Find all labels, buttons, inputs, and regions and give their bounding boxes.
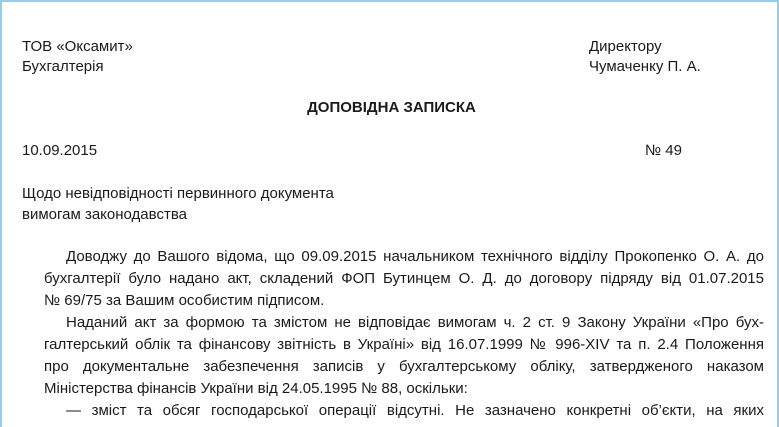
document-body <box>22 246 764 422</box>
document-date: 10.09.2015 <box>22 142 98 159</box>
paragraph-line: Доводжу до Вашого відома, що 09.09.2015 начальником технічного відділу Прокопенко О. А. до <box>66 248 764 265</box>
paragraph <box>22 312 764 400</box>
recipient-position: Директору <box>589 38 662 55</box>
paragraph-line: — зміст та обсяг господарської операції відсутні. Не зазначено конкретні об’єкти, на яких <box>66 402 764 419</box>
subject-line-2: вимогам законодавства <box>22 206 187 223</box>
department-name: Бухгалтерія <box>22 58 104 75</box>
paragraph-line: Міністерства фінансів України від 24.05.1995 № 88, оскільки: <box>44 380 468 397</box>
paragraph <box>22 246 764 312</box>
subject-line-1: Щодо невідповідності первинного документа <box>22 185 334 202</box>
paragraph-line: про документальне забезпечення записів у бухгалтерському обліку, затвердженого наказом <box>44 358 764 375</box>
document-number: № 49 <box>645 142 682 159</box>
paragraph-line: галтерський облік та фінансову звітність в Україні» від 16.07.1999 № 996-XIV та п. 2.4 Положення <box>44 336 764 353</box>
document-title: ДОПОВІДНА ЗАПИСКА <box>307 99 476 116</box>
paragraph <box>22 400 764 422</box>
organization-name: ТОВ «Оксамит» <box>22 38 133 55</box>
paragraph-line: бухгалтерії було надано акт, складений ФОП Бутинцем О. Д. до договору підряду від 01.07.2015 <box>44 270 764 287</box>
paragraph-line: Наданий акт за формою та змістом не відповідає вимогам ч. 2 ст. 9 Закону України «Про бух- <box>66 314 764 331</box>
paragraph-line: № 69/75 за Вашим особистим підписом. <box>44 292 325 309</box>
recipient-name: Чумаченку П. А. <box>589 58 701 75</box>
